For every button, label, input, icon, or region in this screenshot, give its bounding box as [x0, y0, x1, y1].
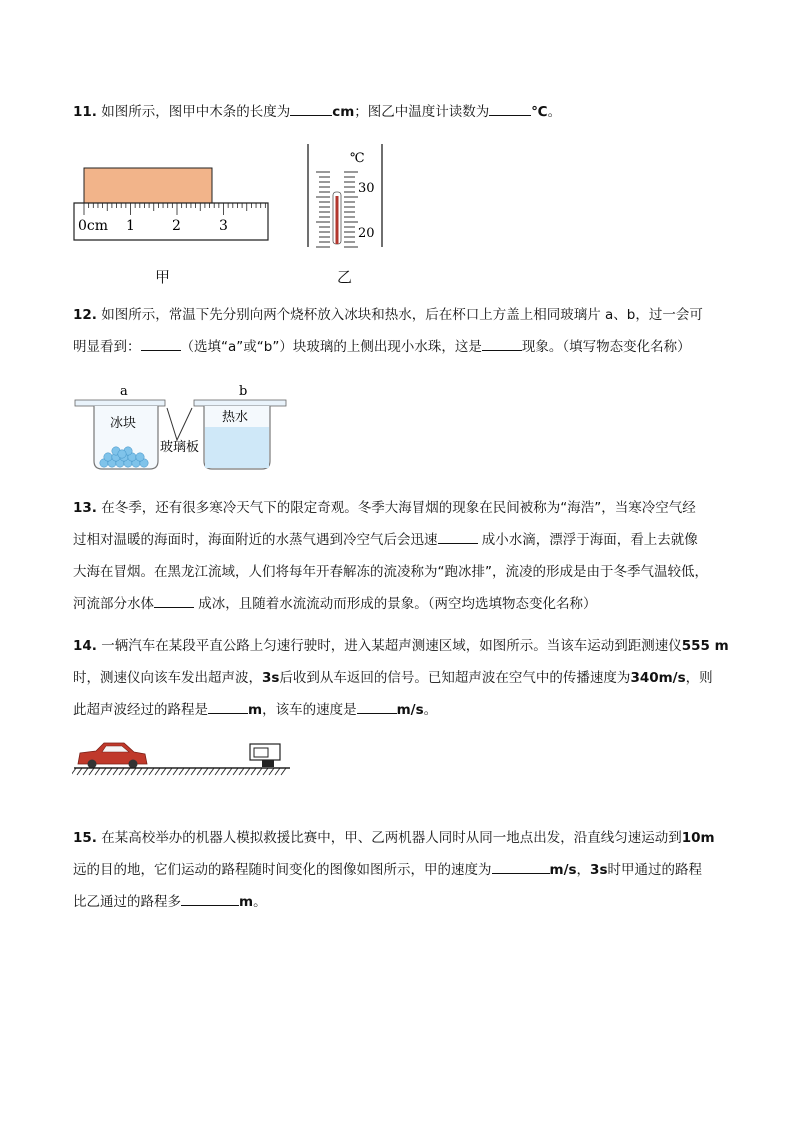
ground-hatch-line — [275, 768, 280, 775]
question-value: 340m/s — [630, 670, 686, 686]
question-number: 15. — [73, 830, 97, 846]
ground-hatch-line — [239, 768, 244, 775]
ground-hatch-line — [215, 768, 220, 775]
ground-hatch-line — [89, 768, 94, 775]
question-text: 时甲通过的路程 — [607, 862, 702, 878]
glass-label-a: a — [120, 384, 128, 399]
question-12 — [73, 299, 733, 363]
glass-plate-label: 玻璃板 — [160, 440, 200, 455]
beakers-figure — [72, 383, 292, 475]
question-number: 14. — [73, 638, 97, 654]
mercury-column — [336, 196, 339, 244]
question-14 — [73, 630, 733, 726]
question-text: （选填“a”或“b”）块玻璃的上侧出现小水珠，这是 — [180, 339, 482, 355]
answer-blank[interactable] — [492, 859, 550, 874]
beaker-label-ice: 冰块 — [110, 416, 137, 431]
figure-caption-yi: 乙 — [337, 268, 353, 286]
ruler-figure — [72, 165, 272, 245]
ground-hatch-line — [185, 768, 190, 775]
figure-caption-jia: 甲 — [155, 268, 171, 286]
question-text: ，则 — [685, 670, 713, 686]
question-number: 12. — [73, 307, 97, 323]
ground-hatch-line — [179, 768, 184, 775]
question-text: 河流部分水体 — [73, 596, 154, 612]
question-text: 远的目的地，它们运动的路程随时间变化的图像如图所示，甲的速度为 — [73, 862, 492, 878]
ground-hatch-line — [281, 768, 286, 775]
wood-strip — [84, 168, 212, 203]
glass-label-b: b — [239, 384, 248, 399]
question-text: 如图所示，图甲中木条的长度为 — [101, 104, 291, 120]
beaker-label-water: 热水 — [222, 410, 249, 425]
question-text: 如图所示，常温下先分别向两个烧杯放入冰块和热水，后在杯口上方盖上相同玻璃片 a、b，过一会可 — [101, 307, 703, 323]
answer-blank[interactable] — [290, 101, 332, 116]
ground-hatch-line — [95, 768, 100, 775]
question-number: 11. — [73, 104, 97, 120]
ground-hatch-line — [131, 768, 136, 775]
ground-hatch-line — [161, 768, 166, 775]
ground-hatch-line — [257, 768, 262, 775]
ground-hatch-line — [233, 768, 238, 775]
ground-hatch-line — [197, 768, 202, 775]
ice-cube — [104, 453, 112, 461]
question-text: 。 — [423, 702, 438, 718]
thermometer-label: 20 — [358, 226, 375, 241]
question-value: 3s — [262, 670, 280, 686]
question-text: 比乙通过的路程多 — [73, 894, 181, 910]
question-text: 。 — [253, 894, 267, 910]
question-text: 。 — [547, 104, 562, 120]
ruler-tick-label: 2 — [172, 218, 181, 234]
thermometer-figure — [306, 142, 386, 250]
ground-hatch-line — [155, 768, 160, 775]
ruler-unit-label: 0cm — [78, 218, 109, 234]
ground-hatch-line — [191, 768, 196, 775]
unit-text: m — [248, 702, 263, 718]
ground-hatch-line — [72, 768, 76, 775]
question-text: 过相对温暖的海面时，海面附近的水蒸气遇到冷空气后会迅速 — [73, 532, 438, 548]
ruler-tick-label: 1 — [126, 218, 135, 234]
ground-hatch-line — [137, 768, 142, 775]
ground-hatch-line — [107, 768, 112, 775]
question-value: 555 m — [681, 638, 729, 654]
ice-cube — [118, 450, 126, 458]
unit-text: m/s — [396, 702, 424, 718]
plate-pointer — [167, 408, 192, 440]
question-text: 此超声波经过的路程是 — [73, 702, 208, 718]
ground-hatch-line — [203, 768, 208, 775]
answer-blank[interactable] — [181, 891, 239, 906]
question-value: 3s — [590, 862, 608, 878]
question-text: 在某高校举办的机器人模拟救援比赛中，甲、乙两机器人同时从同一地点出发，沿直线匀速运动到 — [101, 830, 682, 846]
ruler-tick-label: 3 — [219, 218, 228, 234]
ground-hatch-line — [119, 768, 124, 775]
question-text: ， — [576, 862, 591, 878]
answer-blank[interactable] — [154, 593, 194, 608]
ground-hatch-line — [263, 768, 268, 775]
ground-hatch-line — [143, 768, 148, 775]
ground-hatch-line — [101, 768, 106, 775]
question-text: ；图乙中温度计读数为 — [354, 104, 490, 120]
unit-text: ℃ — [531, 104, 548, 120]
speed-sensor — [250, 744, 280, 767]
car-sensor-figure — [72, 738, 294, 778]
question-number: 13. — [73, 500, 97, 516]
thermometer-unit: ℃ — [350, 151, 365, 166]
question-text: 成冰，且随着水流流动而形成的景象。（两空均选填物态变化名称） — [194, 596, 597, 612]
thermometer-label: 30 — [358, 181, 375, 196]
ground-hatch-line — [269, 768, 274, 775]
question-11 — [73, 96, 733, 128]
ice-cube — [136, 453, 144, 461]
answer-blank[interactable] — [489, 101, 531, 116]
unit-text: cm — [332, 104, 355, 120]
question-text: 时，测速仪向该车发出超声波， — [73, 670, 262, 686]
ground-hatch-line — [209, 768, 214, 775]
question-13 — [73, 492, 733, 620]
question-text: 一辆汽车在某段平直公路上匀速行驶时，进入某超声测速区域，如图所示。当该车运动到距测速仪 — [101, 638, 682, 654]
ground-hatch-line — [251, 768, 256, 775]
answer-blank[interactable] — [141, 336, 181, 351]
answer-blank[interactable] — [208, 699, 248, 714]
question-text: 大海在冒烟。在黑龙江流域，人们将每年开春解冻的流凌称为“跑冰排”，流凌的形成是由于冬季气温较低， — [73, 564, 708, 580]
car-wheel — [88, 760, 97, 769]
answer-blank[interactable] — [357, 699, 397, 714]
glass-plate-a — [75, 400, 165, 406]
ground-hatch-line — [245, 768, 250, 775]
answer-blank[interactable] — [438, 529, 478, 544]
ground-hatch-line — [173, 768, 178, 775]
question-text: 成小水滴，漂浮于海面，看上去就像 — [477, 532, 698, 548]
unit-text: m — [239, 894, 254, 910]
ground-hatch-line — [113, 768, 118, 775]
ground-hatch-line — [125, 768, 130, 775]
question-text: 在冬季，还有很多寒冷天气下的限定奇观。冬季大海冒烟的现象在民间被称为“海浩”，当寒冷空气经 — [101, 500, 696, 516]
glass-plate-b — [194, 400, 286, 406]
ground-hatch-line — [83, 768, 88, 775]
ground-hatch-line — [149, 768, 154, 775]
ground-hatch-line — [221, 768, 226, 775]
car-wheel — [129, 760, 138, 769]
hot-water — [205, 427, 269, 468]
question-text: 后收到从车返回的信号。已知超声波在空气中的传播速度为 — [279, 670, 631, 686]
question-value: 10m — [681, 830, 715, 846]
question-text: 明显看到： — [73, 339, 141, 355]
question-text: ，该车的速度是 — [262, 702, 357, 718]
answer-blank[interactable] — [482, 336, 522, 351]
question-15 — [73, 822, 733, 918]
unit-text: m/s — [549, 862, 577, 878]
ground-hatch-line — [77, 768, 82, 775]
ground-hatch-line — [227, 768, 232, 775]
ground-hatch-line — [167, 768, 172, 775]
question-text: 现象。（填写物态变化名称） — [521, 339, 691, 355]
